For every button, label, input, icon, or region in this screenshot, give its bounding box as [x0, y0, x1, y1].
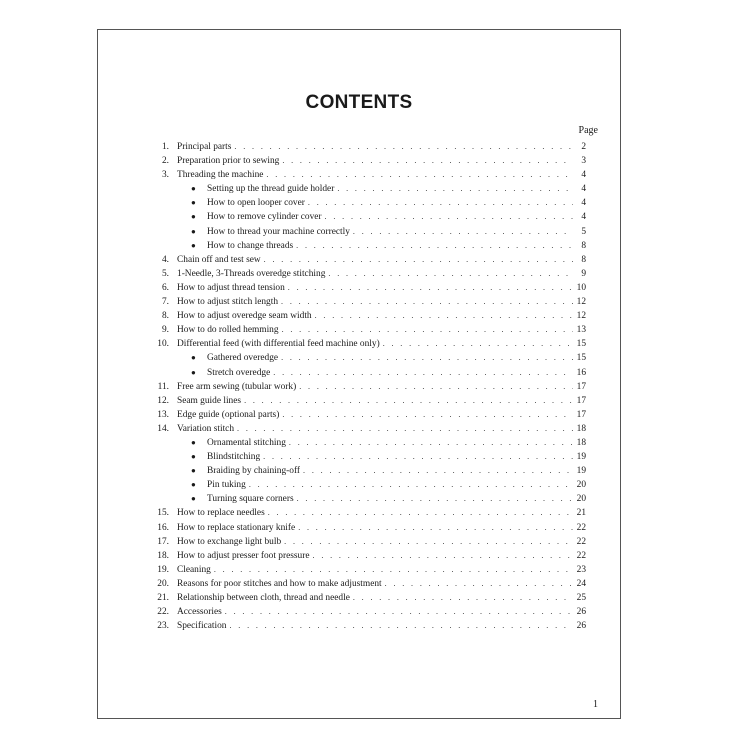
toc-subentry	[154, 436, 586, 450]
entry-label: Ornamental stitching	[207, 437, 286, 448]
toc-entry	[154, 309, 586, 323]
entry-number: 21.	[157, 593, 169, 603]
dot-leader	[296, 239, 573, 253]
toc-entry	[154, 577, 586, 591]
dot-leader	[353, 591, 573, 605]
toc-entry	[154, 253, 586, 267]
entry-number: 20.	[157, 578, 169, 589]
dot-leader	[281, 351, 573, 365]
entry-number: 13.	[157, 409, 169, 420]
entry-number: 14.	[157, 423, 169, 434]
dot-leader	[328, 267, 573, 281]
toc-subentry	[154, 196, 586, 210]
entry-page: 5	[581, 226, 586, 237]
entry-label: Cleaning	[177, 564, 211, 575]
entry-page: 25	[576, 593, 586, 603]
toc-entry	[154, 281, 586, 295]
bullet-icon: ●	[191, 494, 196, 504]
dot-leader	[303, 464, 573, 478]
entry-number: 5.	[161, 268, 169, 279]
toc-entry	[154, 394, 586, 408]
dot-leader	[263, 450, 573, 464]
entry-label: Gathered overedge	[207, 353, 279, 364]
entry-number: 18.	[157, 550, 169, 561]
toc-entry	[154, 619, 586, 633]
entry-number: 19.	[157, 564, 169, 575]
entry-label: Threading the machine	[177, 170, 264, 181]
entry-page: 23	[576, 564, 586, 575]
entry-number: 4.	[161, 254, 169, 265]
page-column-heading: Page	[578, 125, 598, 136]
toc-subentry	[154, 182, 586, 196]
entry-page: 2	[581, 142, 586, 152]
entry-page: 22	[576, 536, 586, 547]
entry-number: 15.	[157, 508, 169, 519]
bullet-icon: ●	[191, 353, 196, 363]
toc-entry	[154, 422, 586, 436]
dot-leader	[225, 605, 573, 619]
entry-page: 3	[581, 156, 586, 167]
dot-leader	[264, 253, 573, 267]
entry-page: 4	[581, 198, 586, 209]
entry-label: Relationship between cloth, thread and needle	[177, 593, 350, 603]
bullet-icon: ●	[191, 437, 196, 447]
bullet-icon: ●	[191, 212, 196, 222]
entry-label: How to adjust thread tension	[177, 282, 285, 293]
toc-entry	[154, 605, 586, 619]
entry-page: 15	[576, 339, 586, 350]
entry-label: Stretch overedge	[207, 367, 271, 378]
bullet-icon: ●	[191, 480, 196, 490]
entry-label: Differential feed (with differential feed machine only)	[177, 339, 380, 350]
entry-page: 20	[576, 480, 586, 491]
dot-leader	[383, 337, 573, 351]
entry-page: 22	[576, 522, 586, 533]
bullet-icon: ●	[191, 240, 196, 250]
entry-number: 22.	[157, 607, 169, 618]
dot-leader	[282, 408, 573, 422]
entry-label: Preparation prior to sewing	[177, 156, 280, 167]
bullet-icon: ●	[191, 452, 196, 462]
entry-page: 21	[576, 508, 586, 519]
entry-page: 17	[576, 395, 586, 406]
dot-leader	[237, 422, 573, 436]
entry-page: 4	[581, 170, 586, 181]
entry-number: 17.	[157, 536, 169, 547]
entry-number: 9.	[161, 325, 169, 336]
entry-label: Principal parts	[177, 142, 232, 152]
entry-label: How to thread your machine correctly	[207, 226, 350, 237]
dot-leader	[325, 210, 573, 224]
dot-leader	[353, 225, 573, 239]
entry-page: 18	[576, 437, 586, 448]
entry-label: Chain off and test sew	[177, 254, 261, 265]
entry-label: How to change threads	[207, 240, 294, 251]
entry-page: 24	[576, 578, 586, 589]
entry-page: 15	[576, 353, 586, 364]
toc-subentry	[154, 210, 586, 224]
entry-number: 6.	[161, 282, 169, 293]
entry-label: How to adjust presser foot pressure	[177, 550, 310, 561]
bullet-icon: ●	[191, 198, 196, 208]
entry-page: 4	[581, 184, 586, 195]
dot-leader	[282, 323, 573, 337]
toc-entry	[154, 380, 586, 394]
entry-label: Edge guide (optional parts)	[177, 409, 280, 420]
dot-leader	[289, 436, 573, 450]
entry-number: 16.	[157, 522, 169, 533]
page-title: CONTENTS	[305, 92, 413, 113]
document-page	[97, 29, 621, 719]
entry-number: 7.	[161, 297, 169, 308]
toc-entry	[154, 563, 586, 577]
entry-label: Seam guide lines	[177, 395, 242, 406]
entry-page: 17	[576, 409, 586, 420]
toc-entry	[154, 535, 586, 549]
dot-leader	[298, 521, 573, 535]
entry-label: Setting up the thread guide holder	[207, 184, 335, 195]
entry-label: 1-Needle, 3-Threads overedge stitching	[177, 268, 326, 279]
entry-page: 20	[576, 494, 586, 505]
entry-page: 19	[576, 466, 586, 477]
toc-subentry	[154, 464, 586, 478]
entry-label: Reasons for poor stitches and how to make adjustment	[177, 578, 382, 589]
toc-subentry	[154, 492, 586, 506]
toc-subentry	[154, 239, 586, 253]
entry-page: 26	[576, 607, 586, 618]
toc-subentry	[154, 351, 586, 365]
dot-leader	[234, 140, 573, 154]
entry-label: How to adjust overedge seam width	[177, 311, 312, 322]
toc-entry	[154, 140, 586, 154]
dot-leader	[297, 492, 573, 506]
dot-leader	[282, 154, 573, 168]
entry-number: 23.	[157, 621, 169, 632]
dot-leader	[268, 506, 573, 520]
dot-leader	[229, 619, 573, 633]
toc-entry	[154, 506, 586, 520]
entry-number: 11.	[157, 381, 169, 392]
bullet-icon: ●	[191, 226, 196, 236]
entry-label: Variation stitch	[177, 423, 235, 434]
entry-label: How to open looper cover	[207, 198, 305, 209]
entry-number: 2.	[161, 156, 169, 167]
toc-subentry	[154, 225, 586, 239]
entry-number: 8.	[161, 311, 169, 322]
dot-leader	[284, 535, 573, 549]
entry-label: Accessories	[177, 607, 222, 618]
entry-page: 12	[576, 297, 586, 308]
dot-leader	[288, 281, 573, 295]
toc-entry	[154, 267, 586, 281]
dot-leader	[273, 366, 573, 380]
entry-page: 4	[581, 212, 586, 223]
entry-page: 13	[576, 325, 586, 336]
dot-leader	[313, 549, 573, 563]
dot-leader	[281, 295, 573, 309]
bullet-icon: ●	[191, 466, 196, 476]
entry-label: How to remove cylinder cover	[207, 212, 322, 223]
entry-label: How to do rolled hemming	[177, 325, 279, 336]
toc-entry	[154, 168, 586, 182]
dot-leader	[315, 309, 573, 323]
entry-page: 18	[576, 423, 586, 434]
table-of-contents	[154, 140, 586, 633]
dot-leader	[249, 478, 573, 492]
toc-entry	[154, 154, 586, 168]
entry-page: 12	[576, 311, 586, 322]
entry-label: Braiding by chaining-off	[207, 466, 301, 477]
dot-leader	[299, 380, 573, 394]
entry-page: 8	[581, 240, 586, 251]
toc-subentry	[154, 478, 586, 492]
dot-leader	[244, 394, 573, 408]
dot-leader	[214, 563, 573, 577]
entry-page: 10	[576, 282, 586, 293]
entry-label: How to replace stationary knife	[177, 522, 296, 533]
toc-subentry	[154, 450, 586, 464]
bullet-icon: ●	[191, 184, 196, 194]
entry-number: 10.	[157, 339, 169, 350]
toc-entry	[154, 323, 586, 337]
entry-label: How to replace needles	[177, 508, 265, 519]
toc-subentry	[154, 366, 586, 380]
entry-page: 16	[576, 367, 586, 378]
entry-label: Blindstitching	[207, 452, 261, 463]
entry-page: 22	[576, 550, 586, 561]
entry-number: 1.	[161, 142, 169, 152]
entry-number: 3.	[161, 170, 169, 181]
entry-label: Turning square corners	[207, 494, 294, 505]
entry-label: Pin tuking	[207, 480, 246, 491]
dot-leader	[266, 168, 573, 182]
dot-leader	[385, 577, 573, 591]
entry-label: How to exchange light bulb	[177, 536, 282, 547]
entry-page: 17	[576, 381, 586, 392]
entry-page: 8	[581, 254, 586, 265]
entry-label: Free arm sewing (tubular work)	[177, 381, 297, 392]
entry-page: 19	[576, 452, 586, 463]
entry-label: How to adjust stitch length	[177, 297, 279, 308]
entry-page: 26	[576, 621, 586, 632]
toc-entry	[154, 408, 586, 422]
entry-page: 9	[581, 268, 586, 279]
toc-entry	[154, 591, 586, 605]
toc-entry	[154, 521, 586, 535]
dot-leader	[337, 182, 573, 196]
toc-entry	[154, 295, 586, 309]
toc-entry	[154, 549, 586, 563]
entry-number: 12.	[157, 395, 169, 406]
page-number: 1	[593, 699, 598, 710]
bullet-icon: ●	[191, 367, 196, 377]
toc-entry	[154, 337, 586, 351]
dot-leader	[308, 196, 573, 210]
entry-label: Specification	[177, 621, 227, 632]
